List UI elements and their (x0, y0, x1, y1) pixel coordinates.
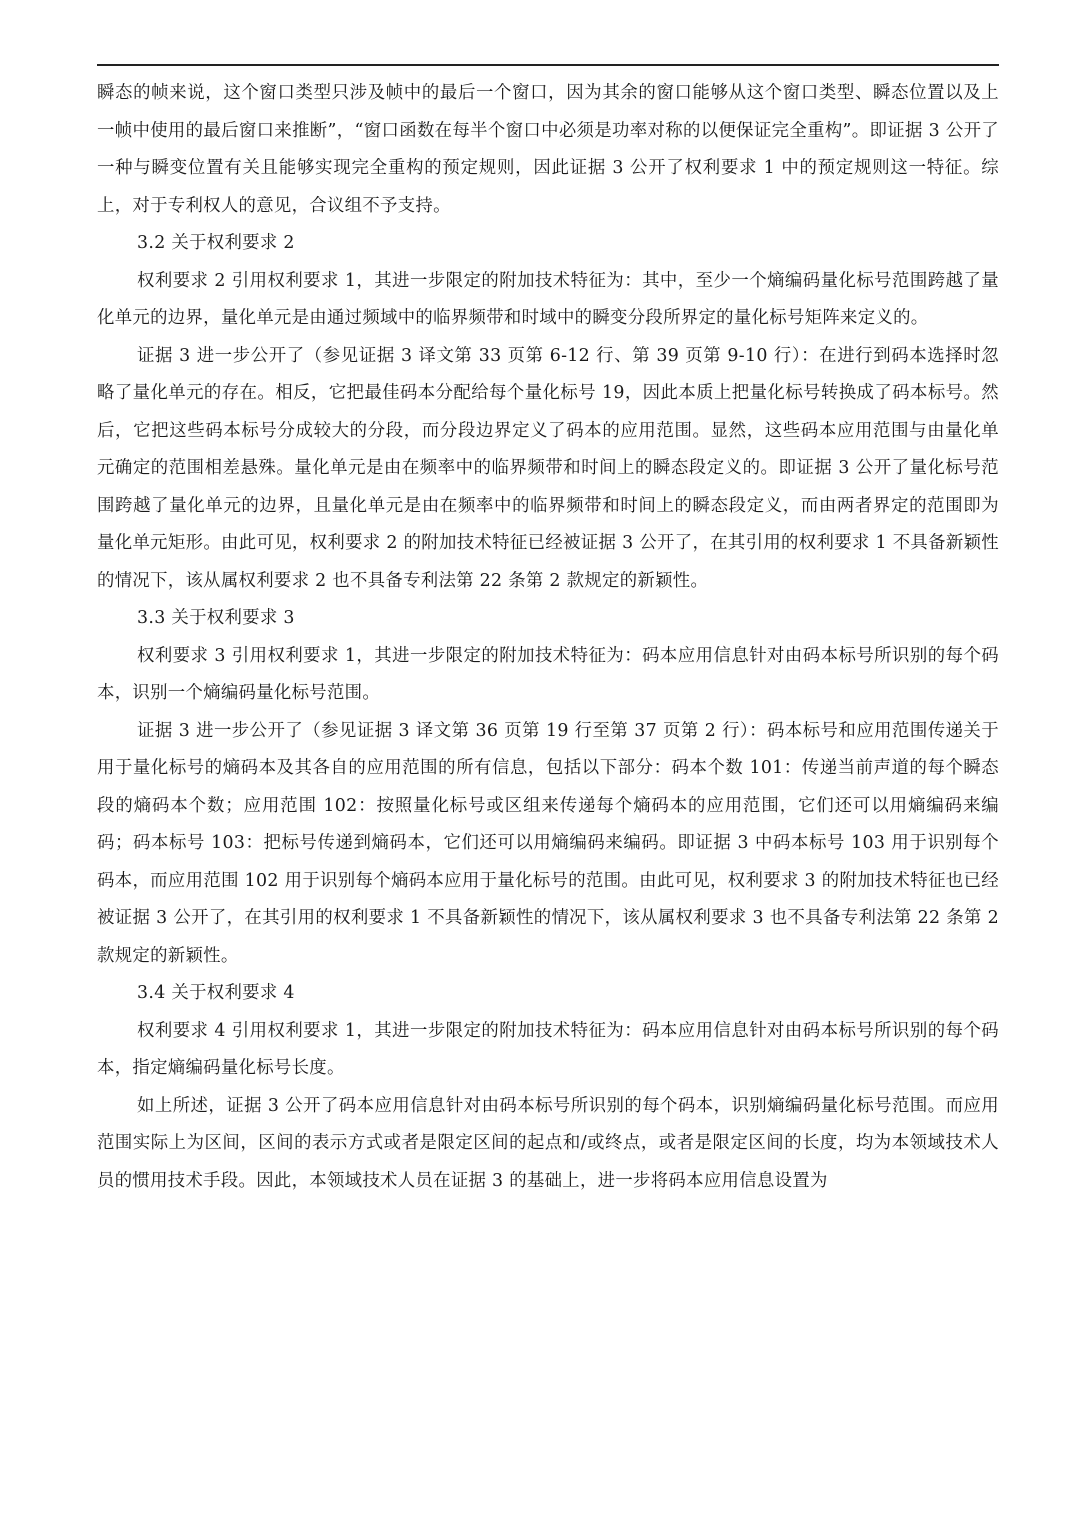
section-heading-3-3: 3.3 关于权利要求 3 (137, 608, 295, 628)
paragraph-claim3-feature: 权利要求 3 引用权利要求 1，其进一步限定的附加技术特征为：码本应用信息针对由码本标号所识别的每个码本，识别一个熵编码量化标号范围。 (97, 645, 999, 703)
section-heading-3-4: 3.4 关于权利要求 4 (137, 983, 295, 1003)
document-body (97, 75, 999, 1200)
header-rule (97, 64, 999, 66)
paragraph-claim4-feature: 权利要求 4 引用权利要求 1，其进一步限定的附加技术特征为：码本应用信息针对由码本标号所识别的每个码本，指定熵编码量化标号长度。 (97, 1020, 999, 1078)
paragraph-continued: 瞬态的帧来说，这个窗口类型只涉及帧中的最后一个窗口，因为其余的窗口能够从这个窗口类型、瞬态位置以及上一帧中使用的最后窗口来推断”，“窗口函数在每半个窗口中必须是功率对称的以便保证完全重构”。即证据 3 公开了一种与瞬变位置有关且能够实现完全重构的预定规则，因此证据 3 公开了权利要求 1 中的预定规则这一特征。综上，对于专利权人的意见，合议组不予支持。 (97, 83, 999, 216)
paragraph-claim3-evidence: 证据 3 进一步公开了（参见证据 3 译文第 36 页第 19 行至第 37 页第 2 行）：码本标号和应用范围传递关于用于量化标号的熵码本及其各自的应用范围的所有信息，包括以下部分：码本个数 101：传递当前声道的每个瞬态段的熵码本个数；应用范围 102：按照量化标号或区组来传递每个熵码本的应用范围，它们还可以用熵编码来编码；码本标号 103：把标号传递到熵码本，它们还可以用熵编码来编码。即证据 3 中码本标号 103 用于识别每个码本，而应用范围 102 用于识别每个熵码本应用于量化标号的范围。由此可见，权利要求 3 的附加技术特征也已经被证据 3 公开了，在其引用的权利要求 1 不具备新颖性的情况下，该从属权利要求 3 也不具备专利法第 22 条第 2 款规定的新颖性。 (97, 720, 999, 966)
section-heading-3-2: 3.2 关于权利要求 2 (137, 233, 295, 253)
paragraph-claim2-feature: 权利要求 2 引用权利要求 1，其进一步限定的附加技术特征为：其中，至少一个熵编码量化标号范围跨越了量化单元的边界，量化单元是由通过频域中的临界频带和时域中的瞬变分段所界定的量化标号矩阵来定义的。 (97, 270, 999, 328)
paragraph-claim4-analysis: 如上所述，证据 3 公开了码本应用信息针对由码本标号所识别的每个码本，识别熵编码量化标号范围。而应用范围实际上为区间，区间的表示方式或者是限定区间的起点和/或终点，或者是限定区间的长度，均为本领域技术人员的惯用技术手段。因此，本领域技术人员在证据 3 的基础上，进一步将码本应用信息设置为 (97, 1095, 999, 1191)
paragraph-claim2-evidence: 证据 3 进一步公开了（参见证据 3 译文第 33 页第 6-12 行、第 39 页第 9-10 行）：在进行到码本选择时忽略了量化单元的存在。相反，它把最佳码本分配给每个量化标号 19，因此本质上把量化标号转换成了码本标号。然后，它把这些码本标号分成较大的分段，而分段边界定义了码本的应用范围。显然，这些码本应用范围与由量化单元确定的范围相差悬殊。量化单元是由在频率中的临界频带和时间上的瞬态段定义的。即证据 3 公开了量化标号范围跨越了量化单元的边界，且量化单元是由在频率中的临界频带和时间上的瞬态段定义，而由两者界定的范围即为量化单元矩形。由此可见，权利要求 2 的附加技术特征已经被证据 3 公开了，在其引用的权利要求 1 不具备新颖性的情况下，该从属权利要求 2 也不具备专利法第 22 条第 2 款规定的新颖性。 (97, 345, 999, 591)
